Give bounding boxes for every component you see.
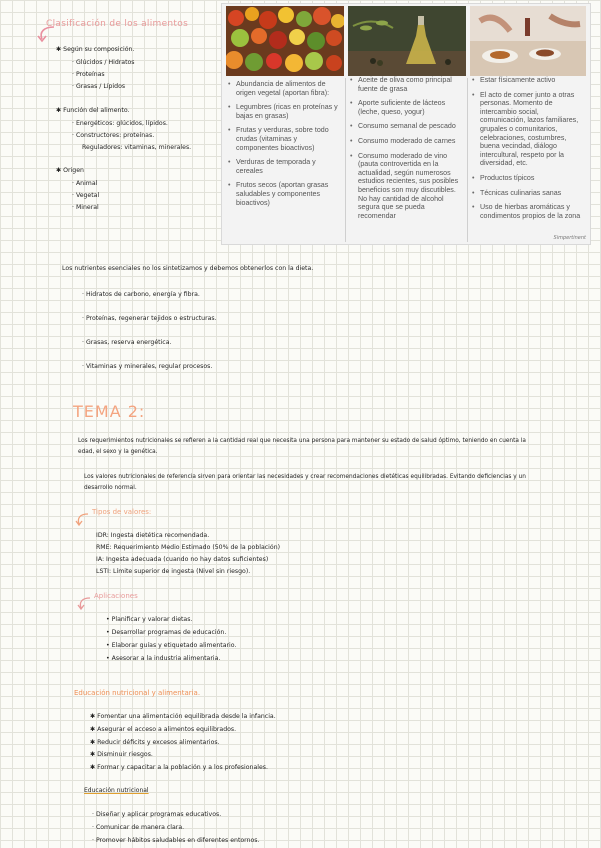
group-head: ✱ Origen [56,167,84,174]
list-item: • Consumo moderado de carnes [350,137,462,146]
list-item: ✱ Formar y capacitar a la población y a los profesionales. [90,764,268,771]
page-title: Clasificación de los alimentos [46,19,189,29]
subsection-title: Aplicaciones [94,592,138,600]
list-item: IDR: Ingesta dietética recomendada. [96,532,210,539]
paragraph: Los valores nutricionales de referencia sirven para orientar las necesidades y crear recomendaciones dietéticas equilibradas. Evitando deficiencias y un desarrollo normal. [84,474,526,491]
list-item: • Abundancia de alimentos de origen vegetal (aportan fibra): [228,80,340,97]
list-item: · Grasas, reserva energética. [82,339,172,346]
diet-column-1 [228,80,340,213]
list-item: • Uso de hierbas aromáticas y condimentos propios de la zona [472,203,586,220]
list-item: · Glúcidos / Hidratos [72,59,135,66]
list-item: • Consumo moderado de vino (pauta controvertida en la actualidad, según numerosos estudios recientes, sus posibles beneficios son muy discutibles. No hay cantidad de alcohol segura que se pueda recomendar [350,152,462,221]
group-head: ✱ Función del alimento. [56,107,130,114]
list-item: • Productos típicos [472,174,586,183]
list-item: · Proteínas [72,71,105,78]
subsection-title: Educación nutricional [84,787,149,794]
market-produce-photo [226,6,344,76]
list-item: ✱ Fomentar una alimentación equilibrada desde la infancia. [90,713,276,720]
list-item: • Verduras de temporada y cereales [228,158,340,175]
list-item: RME: Requerimiento Medio Estimado (50% de la población) [96,544,281,551]
section-title: TEMA 2: [73,402,146,421]
signature: Simpertinent [553,235,586,241]
list-item: Reguladores: vitaminas, minerales. [82,144,192,151]
list-item: ✱ Asegurar el acceso a alimentos equilibrados. [90,726,237,733]
diet-column-3 [472,76,586,226]
list-item: IA: Ingesta adecuada (cuando no hay datos suficientes) [96,556,269,563]
diet-column-2 [350,76,462,226]
list-item: • Frutos secos (aportan grasas saludables y componentes bioactivos) [228,181,340,207]
list-item: • Frutas y verduras, sobre todo crudas (vitaminas y componentes bioactivos) [228,126,340,152]
nutrients-intro: Los nutrientes esenciales no los sintetizamos y debemos obtenerlos con la dieta. [62,265,314,272]
list-item: • Aceite de oliva como principal fuente de grasa [350,76,462,93]
olive-oil-photo [348,6,466,76]
list-item: · Constructores: proteínas. [72,132,155,139]
list-item: • Elaborar guías y etiquetado alimentario. [106,642,237,649]
list-item: · Energéticos: glúcidos, lípidos. [72,120,168,127]
list-item: • Planificar y valorar dietas. [106,616,193,623]
list-item: LSTI: Límite superior de ingesta (Nivel sin riesgo). [96,568,251,575]
section-title: Educación nutricional y alimentaria. [74,689,201,697]
curved-arrow-icon [74,512,92,530]
list-item: • Legumbres (ricas en proteínas y bajas en grasas) [228,103,340,120]
list-item: ✱ Reducir déficits y excesos alimentarios. [90,739,220,746]
list-item: • Estar físicamente activo [472,76,586,85]
list-item: · Mineral [72,204,99,211]
list-item: · Comunicar de manera clara. [92,824,185,831]
paragraph: Los requerimientos nutricionales se refieren a la cantidad real que necesita una persona para mantener su estado de salud óptimo, teniendo en cuenta la edad, el sexo y la genética. [78,438,526,455]
list-item: · Hidratos de carbono, energía y fibra. [82,291,200,298]
group-head: ✱ Según su composición. [56,46,135,53]
family-meal-photo [470,6,586,76]
list-item: · Diseñar y aplicar programas educativos. [92,811,222,818]
list-item: · Vitaminas y minerales, regular procesos. [82,363,213,370]
list-item: • Técnicas culinarias sanas [472,189,586,198]
subsection-title: Tipos de valores: [92,508,152,516]
list-item: · Animal [72,180,98,187]
list-item: • Aporte suficiente de lácteos (leche, queso, yogur) [350,99,462,116]
list-item: · Vegetal [72,192,100,199]
mediterranean-diet-panel [221,3,591,245]
list-item: · Grasas / Lípidos [72,83,126,90]
list-item: ✱ Disminuir riesgos. [90,751,153,758]
list-item: · Promover hábitos saludables en diferentes entornos. [92,837,260,844]
list-item: • Consumo semanal de pescado [350,122,462,131]
list-item: • Asesorar a la industria alimentaria. [106,655,221,662]
list-item: · Proteínas, regenerar tejidos o estructuras. [82,315,217,322]
list-item: • Desarrollar programas de educación. [106,629,227,636]
list-item: • El acto de comer junto a otras personas. Momento de intercambio social, comunicación, lazos familiares, grupales o comunitarios, celebraciones, costumbres, buena vecindad, diálogo intercultural, respeto por la diversidad, etc. [472,91,586,168]
curved-arrow-icon [76,596,94,614]
